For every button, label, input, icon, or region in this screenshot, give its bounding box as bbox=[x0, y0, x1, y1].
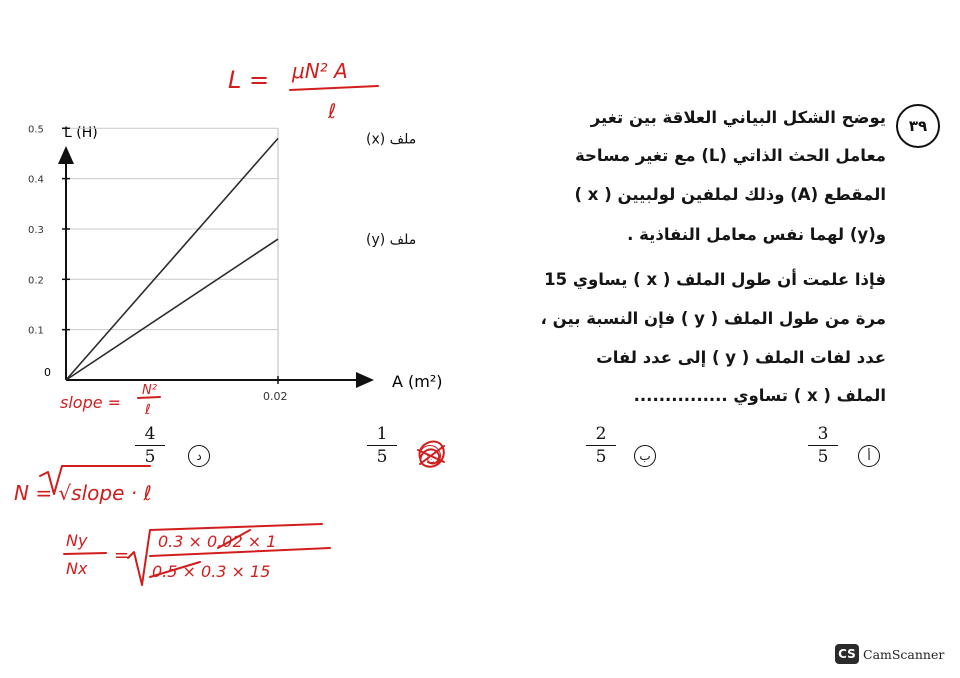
hand-formula-den: ℓ bbox=[328, 99, 337, 123]
option-c-letter[interactable]: ج bbox=[419, 445, 441, 467]
series-line-x bbox=[66, 138, 278, 380]
option-b-numerator: 2 bbox=[586, 424, 616, 446]
hand-formula-lhs: L = bbox=[228, 66, 270, 94]
hand-formula-num: μN² A bbox=[292, 59, 348, 83]
series-label-y: ملف (y) bbox=[366, 232, 417, 249]
question-line-1: يوضح الشكل البياني العلاقة بين تغير bbox=[590, 108, 886, 127]
question-number: ٣٩ bbox=[896, 104, 940, 148]
option-a-denominator: 5 bbox=[817, 447, 829, 467]
camscanner-text: CamScanner bbox=[863, 647, 945, 662]
y-tick-label: 0.4 bbox=[28, 174, 44, 186]
hand-slope-num: N² bbox=[142, 383, 157, 398]
hand-n-expr: N = √slope · ℓ bbox=[14, 481, 152, 505]
y-tick-label: 0.3 bbox=[28, 224, 44, 236]
question-line-7: عدد لفات الملف ( y ) إلى عدد لفات bbox=[596, 348, 886, 367]
series-label-x: ملف (x) bbox=[366, 131, 417, 148]
question-line-6: مرة من طول الملف ( y ) فإن النسبة بين ، bbox=[540, 309, 886, 328]
hand-equals: = bbox=[114, 545, 130, 566]
chart bbox=[28, 124, 443, 403]
y-tick-label: 0.1 bbox=[28, 325, 44, 337]
option-b-denominator: 5 bbox=[595, 447, 607, 467]
y-tick-label: 0.2 bbox=[28, 275, 44, 287]
camscanner-logo-icon: CS bbox=[835, 644, 859, 664]
question-line-4: و(y) لهما نفس معامل النفاذية . bbox=[627, 225, 886, 244]
option-a-numerator: 3 bbox=[808, 424, 838, 446]
hand-ratio-bar bbox=[64, 553, 106, 554]
hand-option-c-scribble bbox=[418, 442, 444, 467]
option-b-letter[interactable]: ب bbox=[634, 445, 656, 467]
option-a-letter[interactable]: أ bbox=[858, 445, 880, 467]
x-tick-label: 0.02 bbox=[263, 390, 288, 403]
question-line-2: معامل الحث الذاتي (L) مع تغير مساحة bbox=[575, 146, 886, 165]
hand-root-den: 0.5 × 0.3 × 15 bbox=[152, 562, 271, 581]
y-tick-label: 0.5 bbox=[28, 124, 44, 136]
question-line-5: فإذا علمت أن طول الملف ( x ) يساوي 15 bbox=[544, 270, 886, 289]
hand-slope-den: ℓ bbox=[145, 402, 151, 418]
hand-ratio-den: Nx bbox=[66, 559, 88, 578]
y-axis-label: L (H) bbox=[64, 125, 98, 141]
hand-slope-label: slope = bbox=[60, 393, 122, 412]
option-d-denominator: 5 bbox=[144, 447, 156, 467]
hand-slope-bar bbox=[138, 397, 160, 398]
option-c-numerator: 1 bbox=[367, 424, 397, 446]
x-axis-label: A (m²) bbox=[392, 372, 443, 391]
origin-label: 0 bbox=[44, 366, 51, 379]
hand-ratio-num: Ny bbox=[66, 531, 88, 550]
hand-root-num: 0.3 × 0.02 × 1 bbox=[158, 532, 277, 551]
question-line-8: الملف ( x ) تساوي ............... bbox=[633, 386, 886, 405]
hand-formula-bar bbox=[290, 86, 378, 90]
option-c-denominator: 5 bbox=[376, 447, 388, 467]
question-line-3: المقطع (A) وذلك لملفين لولبيين ( x ) bbox=[574, 185, 886, 204]
option-d-numerator: 4 bbox=[135, 424, 165, 446]
option-d-letter[interactable]: د bbox=[188, 445, 210, 467]
